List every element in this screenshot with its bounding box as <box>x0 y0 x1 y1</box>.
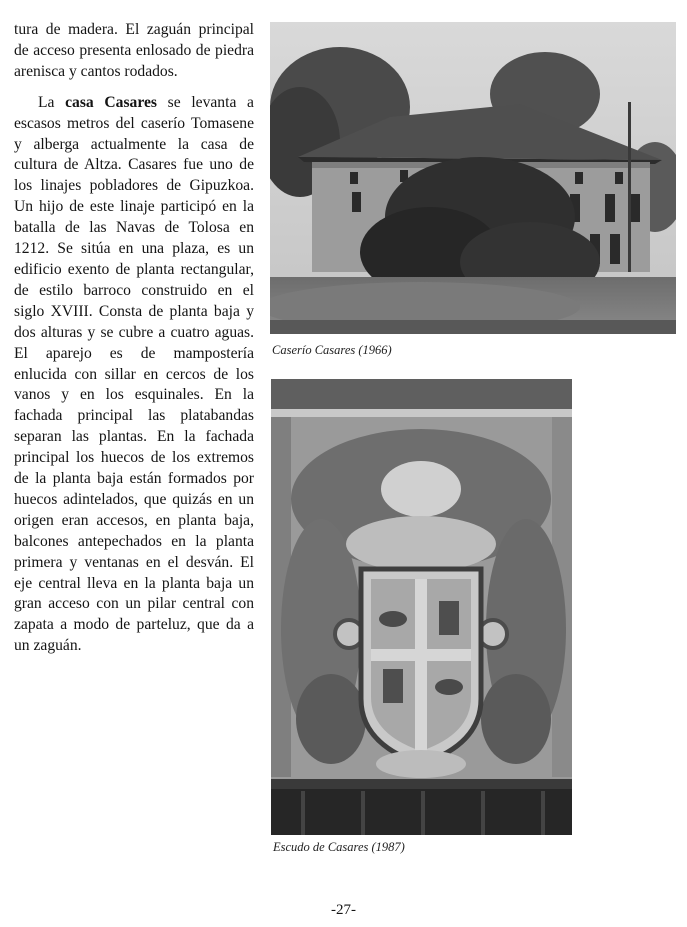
photo-escudo-casares <box>271 379 572 835</box>
page-number: -27- <box>331 902 356 918</box>
paragraph-2-rest: se levanta a escasos metros del caserío Tomasene y alberga actualmente la casa de cultura de Altza. Casares fue uno de los linajes pobladores de Gipuzkoa. Un hijo de este linaje participó en la batalla de las Navas de Tolosa en 1212. Se sitúa en una plaza, es un edificio exento de planta rectangular, de estilo barroco construido en el siglo XVIII. Consta de planta baja y dos alturas y se cubre a cuatro aguas. El aparejo es de mampostería enlucida con sillar en cercos de los vanos y en los esquinales. En la fachada principal las platabandas separan las plantas. En la fachada principal los huecos de los extremos de la planta baja están formados por huecos adintelados, que quizás en un origen eran accesos, en planta baja, balcones antepechados en la planta primera y ventanas en el desván. El eje central lleva en la planta baja un gran acceso con un pilar central con zapata a modo de parteluz, que da a un zaguán. <box>14 93 254 655</box>
paragraph-2-lead: La <box>38 93 66 111</box>
photo-caserio-casares <box>270 22 676 334</box>
body-text-column <box>14 20 254 657</box>
caption-escudo-casares: Escudo de Casares (1987) <box>273 840 405 854</box>
caption-caserio-casares: Caserío Casares (1966) <box>272 343 392 357</box>
paragraph-2-bold: casa Casares <box>65 93 157 111</box>
paragraph-1: tura de madera. El zaguán principal de acceso presenta enlosado de piedra arenisca y cantos rodados. <box>14 21 254 80</box>
paragraph-2 <box>14 93 254 657</box>
